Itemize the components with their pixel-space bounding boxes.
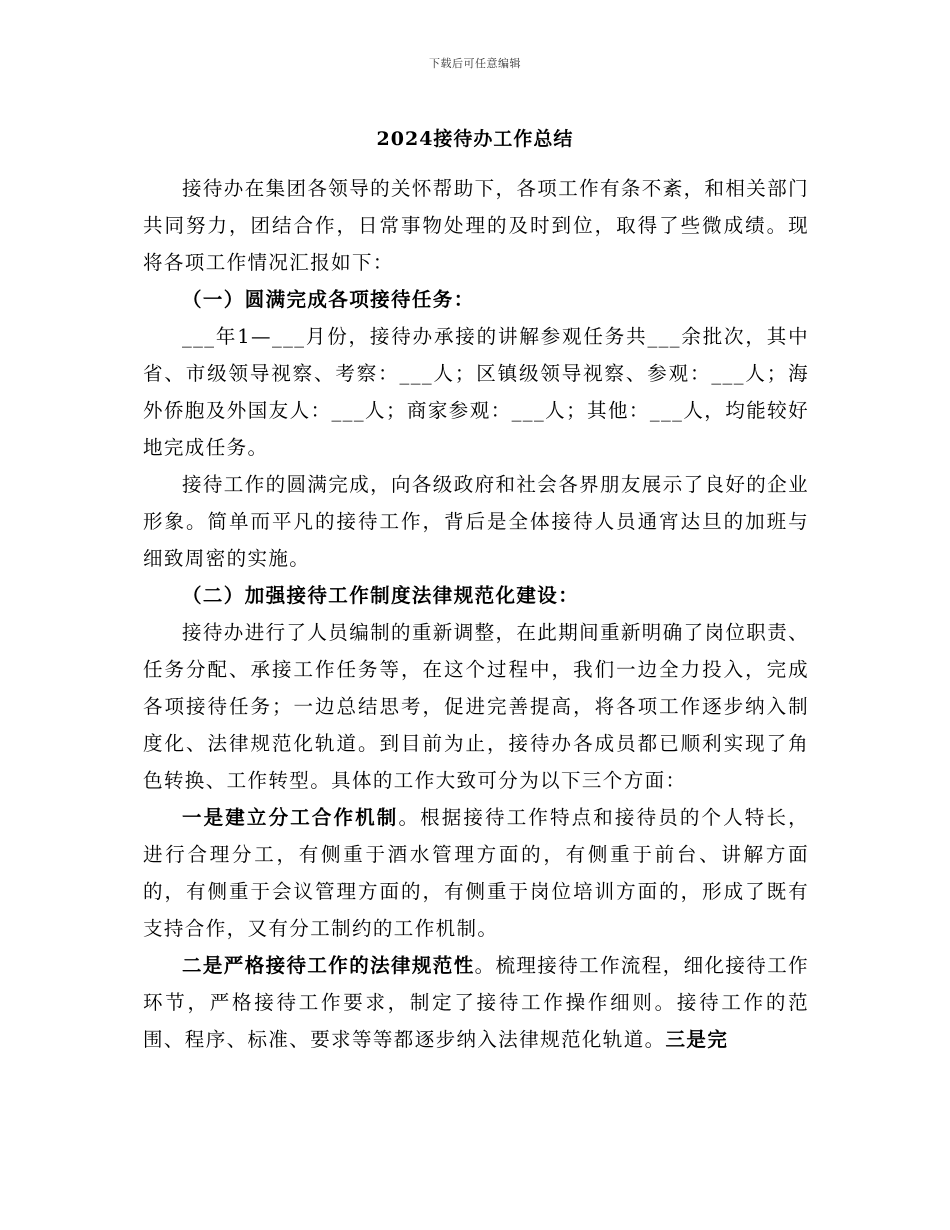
point-one-lead: 一是建立分工合作机制 bbox=[182, 806, 399, 829]
section-heading-1: （一）圆满完成各项接待任务： bbox=[182, 288, 475, 311]
paragraph-point-two bbox=[143, 947, 809, 1058]
point-three-lead: 三是完 bbox=[665, 1028, 729, 1051]
header-note: 下载后可任意编辑 bbox=[429, 57, 521, 70]
paragraph-point-one bbox=[143, 799, 809, 947]
section-heading-2: （二）加强接待工作制度法律规范化建设： bbox=[182, 584, 580, 607]
paragraph-reception-summary: 接待工作的圆满完成，向各级政府和社会各界朋友展示了良好的企业形象。简单而平凡的接待工作，背后是全体接待人员通宵达旦的加班与细致周密的实施。 bbox=[143, 473, 810, 570]
paragraph-reception-stats: ___年1—___月份，接待办承接的讲解参观任务共___余批次，其中省、市级领导视察、考察：___人；区镇级领导视察、参观：___人；海外侨胞及外国友人：___人；商家参观：___人；其他：___人，均能较好地完成任务。 bbox=[143, 325, 809, 459]
paragraph-intro: 接待办在集团各领导的关怀帮助下，各项工作有条不紊，和相关部门共同努力，团结合作，日常事物处理的及时到位，取得了些微成绩。现将各项工作情况汇报如下： bbox=[143, 177, 810, 274]
document-body bbox=[143, 170, 809, 1058]
point-one-text: 。根据接待工作特点和接待员的个人特长，进行合理分工，有侧重于酒水管理方面的，有侧重于前台、讲解方面的，有侧重于会议管理方面的，有侧重于岗位培训方面的，形成了既有支持合作，又有分工制约的工作机制。 bbox=[143, 806, 809, 940]
point-two-lead: 二是严格接待工作的法律规范性 bbox=[182, 954, 475, 977]
point-two-text: 。梳理接待工作流程，细化接待工作环节，严格接待工作要求，制定了接待工作操作细则。接待工作的范围、程序、标准、要求等等都逐步纳入法律规范化轨道。 bbox=[143, 954, 810, 1051]
paragraph-restructuring: 接待办进行了人员编制的重新调整，在此期间重新明确了岗位职责、任务分配、承接工作任务等，在这个过程中，我们一边全力投入，完成各项接待任务；一边总结思考，促进完善提高，将各项工作逐步纳入制度化、法律规范化轨道。到目前为止，接待办各成员都已顺利实现了角色转换、工作转型。具体的工作大致可分为以下三个方面： bbox=[143, 621, 810, 792]
document-title: 2024接待办工作总结 bbox=[376, 128, 574, 150]
